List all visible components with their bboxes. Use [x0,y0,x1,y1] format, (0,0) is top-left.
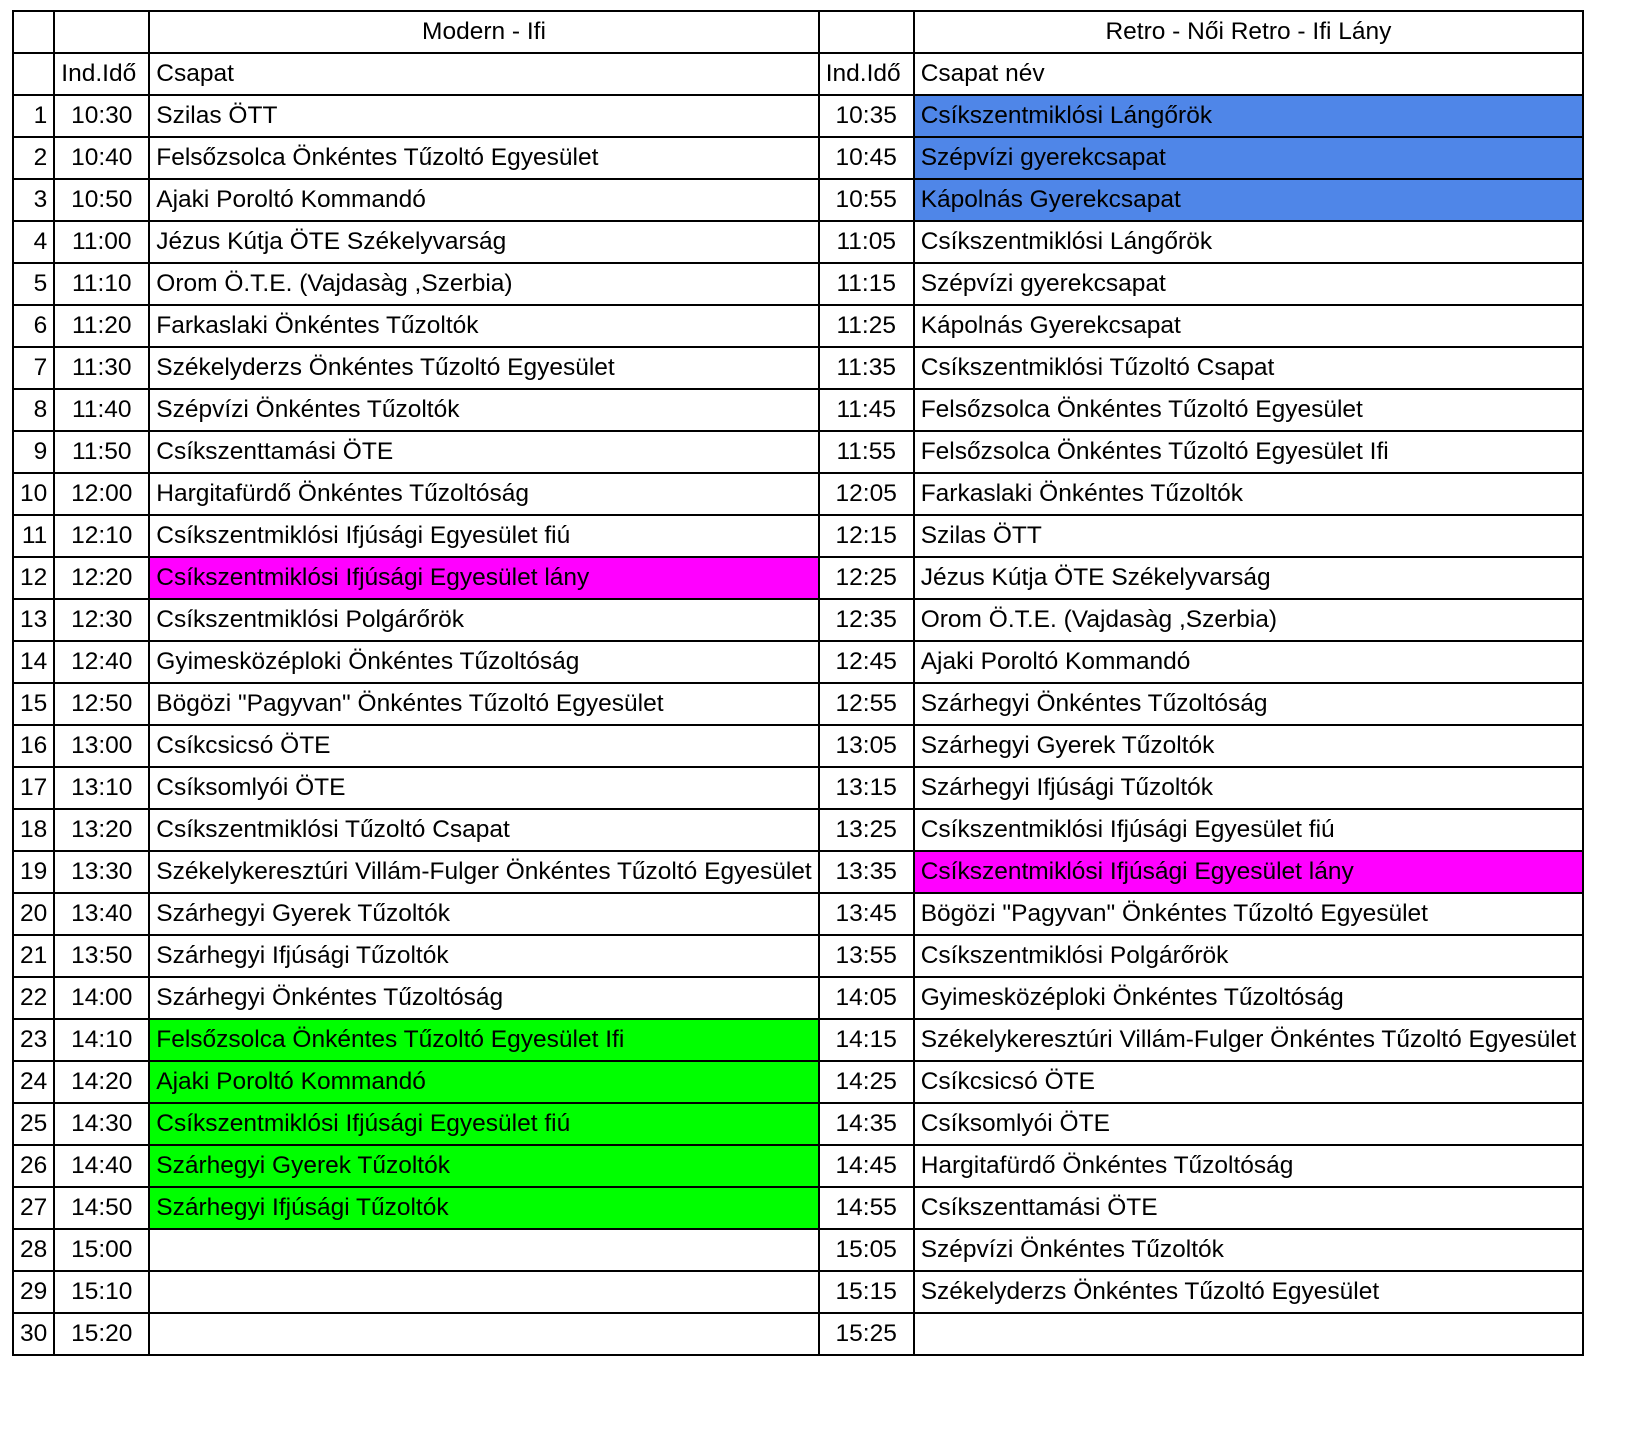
row-number: 26 [13,1145,54,1187]
modern-start-time: 12:10 [54,515,149,557]
row-number: 13 [13,599,54,641]
modern-start-time: 13:50 [54,935,149,977]
row-number: 12 [13,557,54,599]
table-row [13,767,1583,809]
retro-team: Csíkszentmiklósi Ifjúsági Egyesület fiú [914,809,1583,851]
row-number: 29 [13,1271,54,1313]
modern-team [149,1271,818,1313]
table-row [13,557,1583,599]
table-row [13,1313,1583,1355]
table-row [13,1061,1583,1103]
column-header-row [13,53,1583,95]
retro-start-time: 12:15 [819,515,914,557]
retro-start-time: 11:45 [819,389,914,431]
row-number: 11 [13,515,54,557]
modern-team: Székelykeresztúri Villám-Fulger Önkéntes Tűzoltó Egyesület [149,851,818,893]
row-number: 9 [13,431,54,473]
retro-team: Szárhegyi Ifjúsági Tűzoltók [914,767,1583,809]
modern-team: Csíkszentmiklósi Tűzoltó Csapat [149,809,818,851]
table-row [13,935,1583,977]
modern-team: Szárhegyi Ifjúsági Tűzoltók [149,1187,818,1229]
table-row [13,431,1583,473]
retro-start-time: 11:15 [819,263,914,305]
table-row [13,179,1583,221]
row-number: 21 [13,935,54,977]
retro-start-time: 11:05 [819,221,914,263]
table-row [13,599,1583,641]
row-number: 28 [13,1229,54,1271]
modern-start-time: 13:20 [54,809,149,851]
start-time-header: Ind.Idő [54,53,149,95]
retro-team: Kápolnás Gyerekcsapat [914,305,1583,347]
retro-start-time: 15:05 [819,1229,914,1271]
modern-start-time: 12:40 [54,641,149,683]
row-number: 19 [13,851,54,893]
retro-start-time: 10:55 [819,179,914,221]
retro-team: Gyimesközéploki Önkéntes Tűzoltóság [914,977,1583,1019]
modern-team: Csíkcsicsó ÖTE [149,725,818,767]
modern-team: Szárhegyi Gyerek Tűzoltók [149,1145,818,1187]
modern-start-time: 11:30 [54,347,149,389]
modern-team: Szilas ÖTT [149,95,818,137]
modern-start-time: 12:00 [54,473,149,515]
table-row [13,977,1583,1019]
modern-team [149,1229,818,1271]
retro-start-time: 12:45 [819,641,914,683]
retro-team: Szépvízi Önkéntes Tűzoltók [914,1229,1583,1271]
row-number: 4 [13,221,54,263]
retro-start-time: 11:35 [819,347,914,389]
retro-team: Csíkszentmiklósi Polgárőrök [914,935,1583,977]
retro-start-time: 13:15 [819,767,914,809]
retro-start-time: 12:05 [819,473,914,515]
modern-team: Felsőzsolca Önkéntes Tűzoltó Egyesület Ifi [149,1019,818,1061]
row-number: 8 [13,389,54,431]
modern-start-time: 11:40 [54,389,149,431]
modern-team: Csíksomlyói ÖTE [149,767,818,809]
modern-team: Jézus Kútja ÖTE Székelyvarság [149,221,818,263]
modern-start-time: 15:00 [54,1229,149,1271]
start-time-header: Ind.Idő [819,53,914,95]
retro-start-time: 14:35 [819,1103,914,1145]
retro-team: Csíkszentmiklósi Tűzoltó Csapat [914,347,1583,389]
modern-start-time: 12:30 [54,599,149,641]
modern-start-time: 14:40 [54,1145,149,1187]
modern-start-time: 10:40 [54,137,149,179]
modern-team: Felsőzsolca Önkéntes Tűzoltó Egyesület [149,137,818,179]
retro-start-time: 13:05 [819,725,914,767]
row-number: 25 [13,1103,54,1145]
modern-title: Modern - Ifi [149,11,818,53]
retro-start-time: 13:55 [819,935,914,977]
table-row [13,515,1583,557]
modern-start-time: 10:30 [54,95,149,137]
retro-team: Székelykeresztúri Villám-Fulger Önkéntes Tűzoltó Egyesület [914,1019,1583,1061]
retro-team: Kápolnás Gyerekcsapat [914,179,1583,221]
retro-team: Bögözi "Pagyvan" Önkéntes Tűzoltó Egyesület [914,893,1583,935]
modern-team: Szárhegyi Gyerek Tűzoltók [149,893,818,935]
modern-team: Gyimesközéploki Önkéntes Tűzoltóság [149,641,818,683]
table-row [13,221,1583,263]
table-row [13,473,1583,515]
modern-start-time: 11:50 [54,431,149,473]
row-number: 6 [13,305,54,347]
row-number: 17 [13,767,54,809]
row-number: 23 [13,1019,54,1061]
table-row [13,851,1583,893]
retro-start-time: 11:55 [819,431,914,473]
table-row [13,683,1583,725]
modern-team: Orom Ö.T.E. (Vajdasàg ,Szerbia) [149,263,818,305]
retro-team: Csíkszentmiklósi Lángőrök [914,95,1583,137]
table-row [13,809,1583,851]
retro-team: Szépvízi gyerekcsapat [914,137,1583,179]
retro-team: Csíkcsicsó ÖTE [914,1061,1583,1103]
row-number: 10 [13,473,54,515]
retro-team: Jézus Kútja ÖTE Székelyvarság [914,557,1583,599]
retro-start-time: 10:45 [819,137,914,179]
modern-start-time: 10:50 [54,179,149,221]
row-number: 1 [13,95,54,137]
table-row [13,1019,1583,1061]
row-number: 14 [13,641,54,683]
modern-start-time: 13:10 [54,767,149,809]
table-row [13,263,1583,305]
row-number: 20 [13,893,54,935]
schedule-table [12,10,1584,1356]
retro-team: Orom Ö.T.E. (Vajdasàg ,Szerbia) [914,599,1583,641]
retro-start-time: 12:55 [819,683,914,725]
retro-start-time: 11:25 [819,305,914,347]
table-row [13,347,1583,389]
table-row [13,1271,1583,1313]
retro-team: Hargitafürdő Önkéntes Tűzoltóság [914,1145,1583,1187]
row-number: 7 [13,347,54,389]
number-header [13,53,54,95]
table-row [13,95,1583,137]
modern-start-time: 15:10 [54,1271,149,1313]
retro-start-time: 10:35 [819,95,914,137]
retro-team: Felsőzsolca Önkéntes Tűzoltó Egyesület [914,389,1583,431]
modern-start-time: 13:00 [54,725,149,767]
retro-team: Székelyderzs Önkéntes Tűzoltó Egyesület [914,1271,1583,1313]
modern-start-time: 13:30 [54,851,149,893]
row-number: 3 [13,179,54,221]
modern-team: Csíkszentmiklósi Polgárőrök [149,599,818,641]
table-row [13,1145,1583,1187]
modern-team: Csíkszentmiklósi Ifjúsági Egyesület fiú [149,515,818,557]
table-row [13,641,1583,683]
retro-team: Felsőzsolca Önkéntes Tűzoltó Egyesület Ifi [914,431,1583,473]
modern-start-time: 14:00 [54,977,149,1019]
modern-team: Ajaki Poroltó Kommandó [149,1061,818,1103]
modern-team: Csíkszentmiklósi Ifjúsági Egyesület fiú [149,1103,818,1145]
retro-start-time: 13:25 [819,809,914,851]
row-number: 2 [13,137,54,179]
table-row [13,1187,1583,1229]
retro-start-time: 13:35 [819,851,914,893]
empty-header-cell [54,11,149,53]
row-number: 30 [13,1313,54,1355]
retro-start-time: 13:45 [819,893,914,935]
modern-start-time: 14:10 [54,1019,149,1061]
retro-start-time: 15:25 [819,1313,914,1355]
retro-start-time: 15:15 [819,1271,914,1313]
table-row [13,305,1583,347]
table-row [13,137,1583,179]
modern-start-time: 11:20 [54,305,149,347]
team-header: Csapat [149,53,818,95]
modern-start-time: 12:20 [54,557,149,599]
row-number: 27 [13,1187,54,1229]
retro-team: Csíkszentmiklósi Ifjúsági Egyesület lány [914,851,1583,893]
table-row [13,389,1583,431]
modern-start-time: 15:20 [54,1313,149,1355]
retro-start-time: 14:45 [819,1145,914,1187]
row-number: 24 [13,1061,54,1103]
retro-team: Csíksomlyói ÖTE [914,1103,1583,1145]
row-number: 16 [13,725,54,767]
modern-team: Csíkszentmiklósi Ifjúsági Egyesület lány [149,557,818,599]
retro-team: Csíkszenttamási ÖTE [914,1187,1583,1229]
table-row [13,1229,1583,1271]
retro-team: Szárhegyi Gyerek Tűzoltók [914,725,1583,767]
retro-team: Szárhegyi Önkéntes Tűzoltóság [914,683,1583,725]
retro-start-time: 14:05 [819,977,914,1019]
row-number: 15 [13,683,54,725]
retro-start-time: 14:15 [819,1019,914,1061]
modern-team: Ajaki Poroltó Kommandó [149,179,818,221]
modern-team: Szárhegyi Ifjúsági Tűzoltók [149,935,818,977]
modern-team: Farkaslaki Önkéntes Tűzoltók [149,305,818,347]
corner-cell [13,11,54,53]
modern-start-time: 14:20 [54,1061,149,1103]
retro-start-time: 14:55 [819,1187,914,1229]
retro-start-time: 12:35 [819,599,914,641]
modern-start-time: 11:10 [54,263,149,305]
retro-team [914,1313,1583,1355]
row-number: 22 [13,977,54,1019]
row-number: 18 [13,809,54,851]
empty-header-cell [819,11,914,53]
retro-team: Szépvízi gyerekcsapat [914,263,1583,305]
modern-start-time: 13:40 [54,893,149,935]
modern-team: Szárhegyi Önkéntes Tűzoltóság [149,977,818,1019]
modern-start-time: 11:00 [54,221,149,263]
modern-team [149,1313,818,1355]
modern-team: Székelyderzs Önkéntes Tűzoltó Egyesület [149,347,818,389]
modern-team: Szépvízi Önkéntes Tűzoltók [149,389,818,431]
title-row [13,11,1583,53]
retro-team: Ajaki Poroltó Kommandó [914,641,1583,683]
table-row [13,725,1583,767]
row-number: 5 [13,263,54,305]
retro-start-time: 12:25 [819,557,914,599]
table-row [13,1103,1583,1145]
modern-team: Bögözi "Pagyvan" Önkéntes Tűzoltó Egyesület [149,683,818,725]
retro-team: Szilas ÖTT [914,515,1583,557]
retro-team: Farkaslaki Önkéntes Tűzoltók [914,473,1583,515]
retro-start-time: 14:25 [819,1061,914,1103]
table-row [13,893,1583,935]
modern-team: Csíkszenttamási ÖTE [149,431,818,473]
modern-start-time: 14:50 [54,1187,149,1229]
modern-start-time: 14:30 [54,1103,149,1145]
retro-team: Csíkszentmiklósi Lángőrök [914,221,1583,263]
modern-team: Hargitafürdő Önkéntes Tűzoltóság [149,473,818,515]
team-name-header: Csapat név [914,53,1583,95]
retro-title: Retro - Női Retro - Ifi Lány [914,11,1583,53]
modern-start-time: 12:50 [54,683,149,725]
